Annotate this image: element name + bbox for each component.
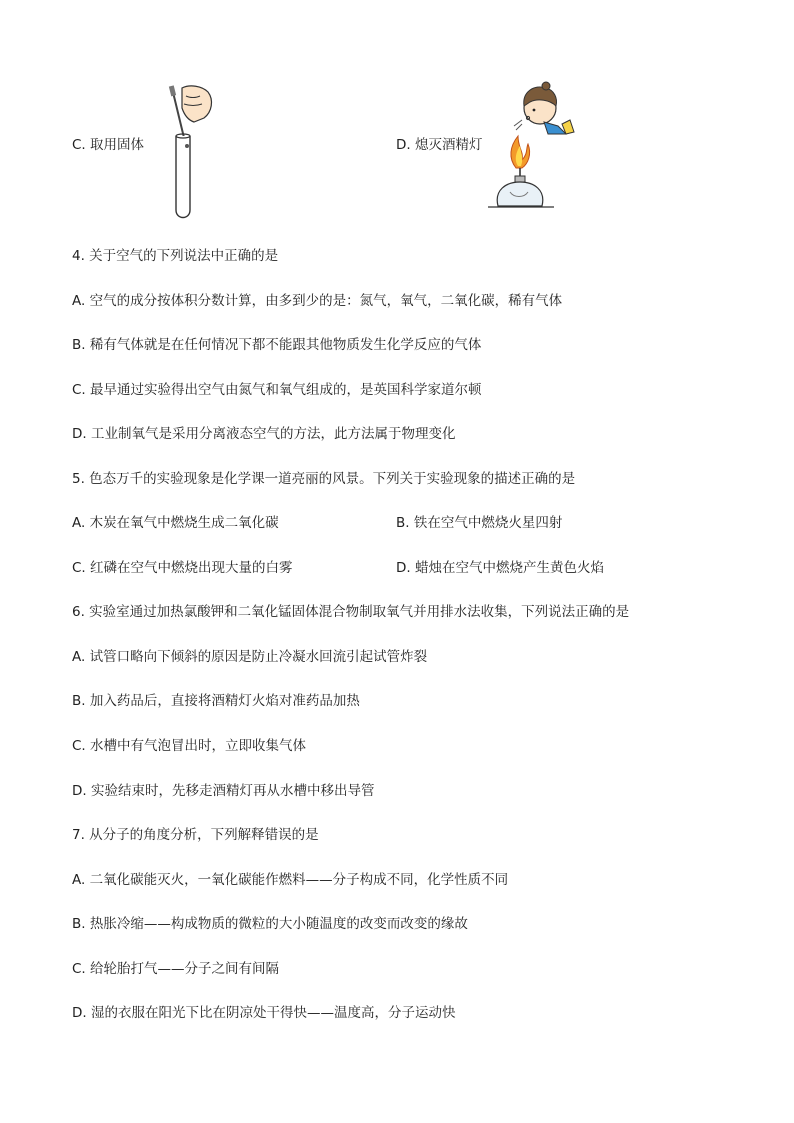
question-7-stem: 7. 从分子的角度分析，下列解释错误的是 [72,827,319,843]
option-5a: A. 木炭在氧气中燃烧生成二氧化碳 [72,515,279,531]
option-4c: C. 最早通过实验得出空气由氮气和氧气组成的，是英国科学家道尔顿 [72,382,482,398]
option-7b: B. 热胀冷缩——构成物质的微粒的大小随温度的改变而改变的缘故 [72,916,468,932]
option-3c: C. 取用固体 [72,137,145,153]
option-3d: D. 熄灭酒精灯 [396,137,483,153]
option-6c: C. 水槽中有气泡冒出时，立即收集气体 [72,738,307,754]
option-4b: B. 稀有气体就是在任何情况下都不能跟其他物质发生化学反应的气体 [72,337,482,353]
question-6-stem: 6. 实验室通过加热氯酸钾和二氧化锰固体混合物制取氧气并用排水法收集，下列说法正确的是 [72,604,630,620]
option-6a: A. 试管口略向下倾斜的原因是防止冷凝水回流引起试管炸裂 [72,649,428,665]
question-4-stem: 4. 关于空气的下列说法中正确的是 [72,248,279,264]
question-5-stem: 5. 色态万千的实验现象是化学课一道亮丽的风景。下列关于实验现象的描述正确的是 [72,471,576,487]
option-5b: B. 铁在空气中燃烧火星四射 [396,515,563,531]
option-7a: A. 二氧化碳能灭火，一氧化碳能作燃料——分子构成不同，化学性质不同 [72,872,509,888]
option-4a: A. 空气的成分按体积分数计算，由多到少的是：氮气，氧气，二氧化碳，稀有气体 [72,293,563,309]
alcohol-lamp-illustration [488,80,580,215]
option-7c: C. 给轮胎打气——分子之间有间隔 [72,961,280,977]
option-6d: D. 实验结束时，先移走酒精灯再从水槽中移出导管 [72,783,375,799]
option-5c: C. 红磷在空气中燃烧出现大量的白雾 [72,560,293,576]
option-4d: D. 工业制氧气是采用分离液态空气的方法，此方法属于物理变化 [72,426,456,442]
option-7d: D. 湿的衣服在阳光下比在阴凉处干得快——温度高，分子运动快 [72,1005,456,1021]
option-5d: D. 蜡烛在空气中燃烧产生黄色火焰 [396,560,604,576]
option-6b: B. 加入药品后，直接将酒精灯火焰对准药品加热 [72,693,360,709]
test-tube-illustration [160,82,220,222]
